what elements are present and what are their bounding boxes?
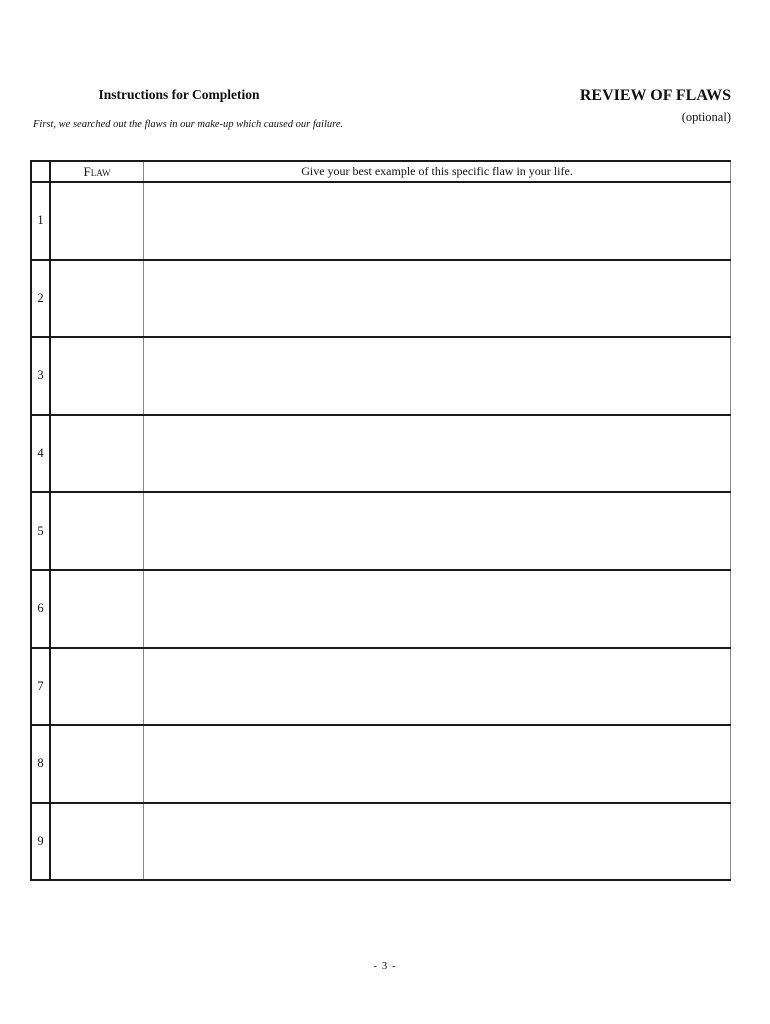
row-number-cell: 1 — [31, 182, 50, 260]
flaw-table-body — [31, 182, 731, 880]
page-number: - 3 - — [373, 960, 397, 972]
flaw-input-cell[interactable] — [50, 648, 144, 726]
table-row — [31, 182, 731, 260]
flaw-input-cell[interactable] — [50, 803, 144, 881]
page-subtitle: (optional) — [681, 110, 731, 124]
flaw-column-header: Flaw — [50, 161, 144, 182]
table-row — [31, 260, 731, 338]
instructions-heading: Instructions for Completion — [98, 87, 260, 102]
table-row — [31, 492, 731, 570]
flaw-table — [30, 160, 731, 881]
example-input-cell[interactable] — [144, 182, 731, 260]
table-header-row — [31, 161, 731, 182]
instructions-note: First, we searched out the flaws in our make-up which caused our failure. — [33, 119, 344, 130]
example-column-header: Give your best example of this specific flaw in your life. — [144, 161, 731, 182]
row-number-cell: 2 — [31, 260, 50, 338]
row-number-cell: 4 — [31, 415, 50, 493]
title-block — [580, 86, 731, 125]
row-number-cell: 7 — [31, 648, 50, 726]
example-input-cell[interactable] — [144, 725, 731, 803]
flaw-input-cell[interactable] — [50, 337, 144, 415]
flaw-input-cell[interactable] — [50, 570, 144, 648]
table-row — [31, 725, 731, 803]
instructions-block — [33, 87, 344, 131]
example-input-cell[interactable] — [144, 337, 731, 415]
example-input-cell[interactable] — [144, 492, 731, 570]
flaw-input-cell[interactable] — [50, 725, 144, 803]
page-title: REVIEW OF FLAWS — [579, 87, 731, 104]
row-number-cell: 8 — [31, 725, 50, 803]
row-number-cell: 6 — [31, 570, 50, 648]
table-row — [31, 415, 731, 493]
row-number-cell: 5 — [31, 492, 50, 570]
flaw-input-cell[interactable] — [50, 415, 144, 493]
example-input-cell[interactable] — [144, 803, 731, 881]
example-input-cell[interactable] — [144, 648, 731, 726]
table-row — [31, 803, 731, 881]
index-column-header — [31, 161, 50, 182]
row-number-cell: 3 — [31, 337, 50, 415]
example-input-cell[interactable] — [144, 415, 731, 493]
flaw-input-cell[interactable] — [50, 260, 144, 338]
table-row — [31, 337, 731, 415]
example-input-cell[interactable] — [144, 260, 731, 338]
flaw-input-cell[interactable] — [50, 182, 144, 260]
table-row — [31, 648, 731, 726]
row-number-cell: 9 — [31, 803, 50, 881]
table-row — [31, 570, 731, 648]
flaw-input-cell[interactable] — [50, 492, 144, 570]
example-input-cell[interactable] — [144, 570, 731, 648]
